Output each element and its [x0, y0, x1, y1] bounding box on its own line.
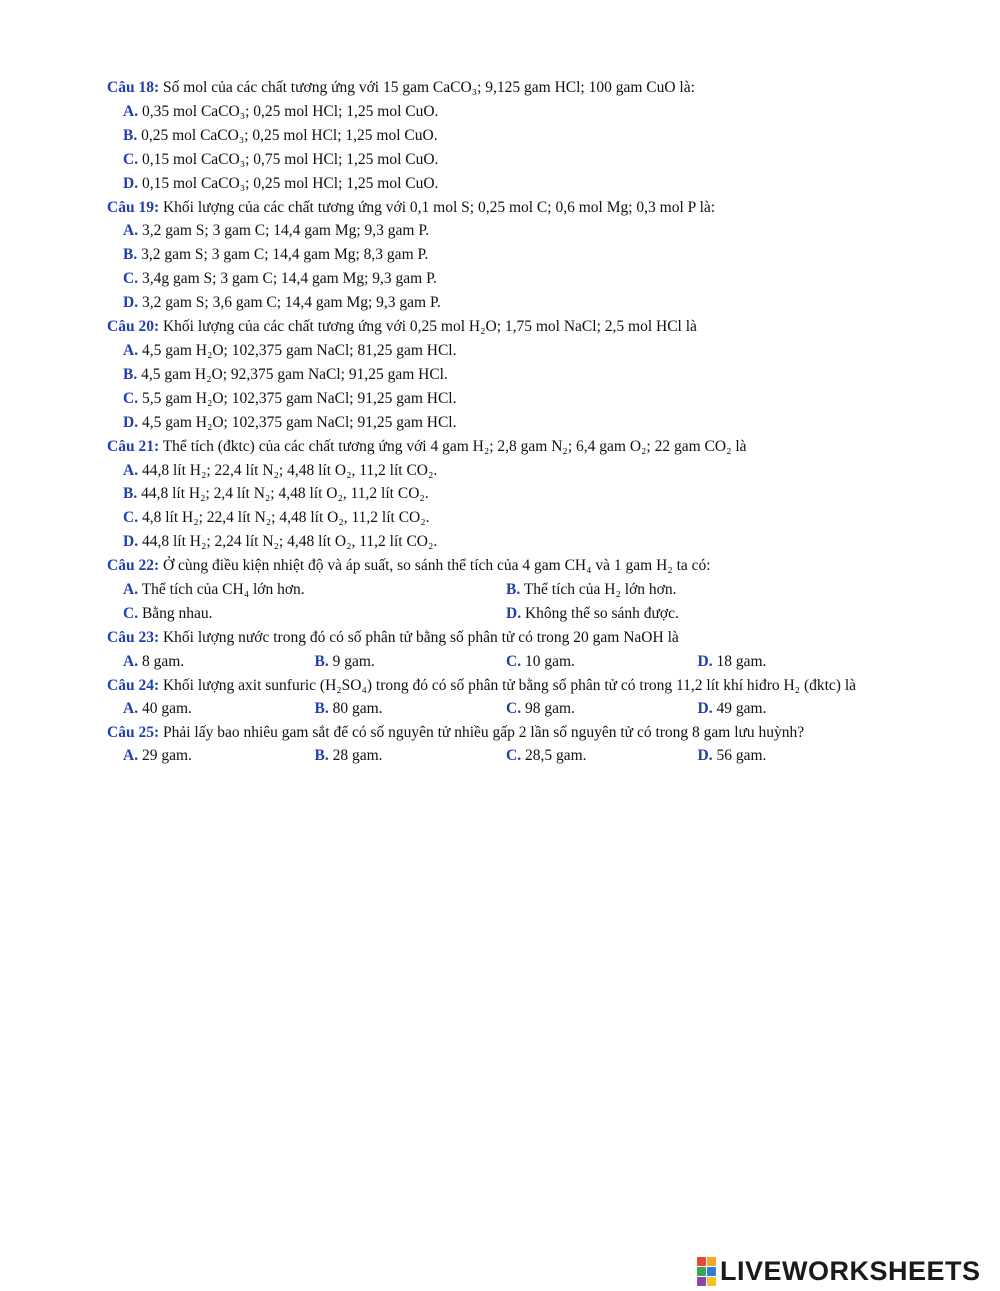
question-number: Câu 18: — [107, 79, 160, 96]
option-text: Không thể so sánh được. — [524, 604, 679, 622]
option-text: 10 gam. — [524, 652, 575, 670]
option-letter: B. — [123, 485, 138, 503]
liveworksheets-logo-icon — [697, 1257, 716, 1286]
option-letter: C. — [123, 270, 139, 288]
question — [107, 721, 897, 769]
answer-option[interactable] — [123, 602, 506, 626]
question-number: Câu 20: — [107, 318, 160, 336]
option-text: 4,5 gam H₂O; 102,375 gam NaCl; 91,25 gam HCl. — [141, 413, 457, 431]
question-text: Ở cùng điều kiện nhiệt độ và áp suất, so sánh thể tích của 4 gam CH₄ và 1 gam H₂ ta có: — [162, 557, 711, 575]
answer-options — [107, 100, 897, 196]
answer-option[interactable] — [315, 744, 507, 768]
answer-option[interactable] — [107, 267, 897, 291]
option-letter: A. — [123, 581, 139, 599]
option-text: Thể tích của CH₄ lớn hơn. — [141, 581, 305, 599]
liveworksheets-logo-text: LIVEWORKSHEETS — [720, 1255, 981, 1286]
liveworksheets-watermark — [697, 1253, 981, 1289]
question — [107, 554, 897, 626]
question-text: Khối lượng của các chất tương ứng với 0,25 mol H₂O; 1,75 mol NaCl; 2,5 mol HCl là — [162, 318, 697, 336]
option-letter: D. — [697, 652, 713, 670]
question-stem — [107, 721, 897, 745]
option-letter: C. — [123, 509, 139, 527]
option-text: Thể tích của H₂ lớn hơn. — [523, 581, 677, 599]
option-text: 4,8 lít H₂; 22,4 lít N₂; 4,48 lít O₂, 11,2 lít CO₂. — [141, 509, 430, 527]
option-letter: A. — [123, 652, 139, 670]
logo-tile — [707, 1257, 716, 1266]
option-letter: A. — [123, 102, 139, 120]
question-stem — [107, 554, 897, 578]
question-text: Khối lượng nước trong đó có số phân tử bằng số phân tử có trong 20 gam NaOH là — [162, 628, 679, 646]
option-text: 44,8 lít H₂; 2,4 lít N₂; 4,48 lít O₂, 11,2 lít CO₂. — [141, 485, 429, 503]
logo-tile — [707, 1277, 716, 1286]
answer-option[interactable] — [506, 697, 698, 721]
answer-option[interactable] — [698, 650, 890, 674]
question-number: Câu 19: — [107, 198, 160, 216]
answer-option[interactable] — [123, 744, 315, 768]
answer-option[interactable] — [107, 530, 897, 554]
question — [107, 435, 897, 555]
option-text: 3,2 gam S; 3,6 gam C; 14,4 gam Mg; 9,3 gam P. — [141, 294, 441, 312]
question-text: Khối lượng của các chất tương ứng với 0,1 mol S; 0,25 mol C; 0,6 mol Mg; 0,3 mol P là: — [162, 198, 716, 216]
answer-options — [107, 459, 897, 555]
answer-option[interactable] — [123, 650, 315, 674]
option-text: 8 gam. — [141, 652, 185, 670]
answer-option[interactable] — [107, 387, 897, 411]
question — [107, 674, 897, 721]
option-letter: B. — [123, 365, 138, 383]
option-text: 49 gam. — [716, 699, 767, 717]
option-letter: C. — [123, 604, 139, 622]
question-number: Câu 23: — [107, 628, 160, 646]
option-text: 0,15 mol CaCO₃; 0,75 mol HCl; 1,25 mol CuO. — [141, 150, 439, 168]
answer-option[interactable] — [107, 339, 897, 363]
question-number: Câu 24: — [107, 676, 160, 694]
option-letter: D. — [123, 174, 139, 192]
answer-option[interactable] — [123, 578, 506, 602]
option-letter: D. — [123, 413, 139, 431]
answer-options — [107, 697, 897, 721]
answer-option[interactable] — [107, 124, 897, 148]
option-letter: D. — [697, 699, 713, 717]
option-letter: D. — [506, 604, 522, 622]
answer-option[interactable] — [107, 243, 897, 267]
question-stem — [107, 315, 897, 339]
answer-option[interactable] — [107, 411, 897, 435]
logo-tile — [697, 1267, 706, 1276]
option-text: 0,15 mol CaCO₃; 0,25 mol HCl; 1,25 mol CuO. — [141, 174, 439, 192]
option-text: 44,8 lít H₂; 22,4 lít N₂; 4,48 lít O₂, 11,2 lít CO₂. — [141, 461, 438, 479]
answer-option[interactable] — [506, 744, 698, 768]
answer-option[interactable] — [107, 172, 897, 196]
answer-option[interactable] — [107, 506, 897, 530]
answer-option[interactable] — [123, 697, 315, 721]
answer-option[interactable] — [698, 697, 890, 721]
question — [107, 315, 897, 435]
option-text: 3,2 gam S; 3 gam C; 14,4 gam Mg; 9,3 gam P. — [141, 222, 430, 240]
answer-option[interactable] — [107, 459, 897, 483]
option-letter: B. — [314, 747, 329, 765]
answer-options — [107, 578, 897, 626]
question-text: Số mol của các chất tương ứng với 15 gam CaCO₃; 9,125 gam HCl; 100 gam CuO là: — [162, 79, 695, 96]
option-text: 80 gam. — [332, 699, 383, 717]
question-stem — [107, 196, 897, 220]
option-text: Bằng nhau. — [141, 604, 213, 622]
option-letter: C. — [123, 150, 139, 168]
answer-option[interactable] — [107, 363, 897, 387]
option-text: 40 gam. — [141, 699, 192, 717]
logo-tile — [697, 1277, 706, 1286]
answer-option[interactable] — [107, 148, 897, 172]
answer-option[interactable] — [107, 219, 897, 243]
option-letter: C. — [506, 747, 522, 765]
answer-options — [107, 744, 897, 768]
option-letter: A. — [123, 222, 139, 240]
option-text: 56 gam. — [716, 747, 767, 765]
answer-option[interactable] — [506, 650, 698, 674]
option-letter: A. — [123, 341, 139, 359]
answer-options — [107, 219, 897, 315]
question-text: Phải lấy bao nhiêu gam sắt để có số nguyên tử nhiều gấp 2 lần số nguyên tử có trong 8 gam lưu huỳnh? — [162, 723, 805, 741]
question-stem — [107, 435, 897, 459]
option-letter: D. — [123, 294, 139, 312]
option-letter: C. — [506, 699, 522, 717]
option-text: 0,35 mol CaCO₃; 0,25 mol HCl; 1,25 mol CuO. — [141, 102, 439, 120]
answer-option[interactable] — [506, 602, 889, 626]
logo-tile — [697, 1257, 706, 1266]
question-stem — [107, 76, 897, 100]
option-text: 28,5 gam. — [524, 747, 587, 765]
answer-option[interactable] — [315, 650, 507, 674]
question-number: Câu 22: — [107, 557, 160, 575]
option-letter: D. — [697, 747, 713, 765]
option-text: 98 gam. — [524, 699, 575, 717]
option-text: 0,25 mol CaCO₃; 0,25 mol HCl; 1,25 mol CuO. — [141, 126, 438, 144]
option-letter: A. — [123, 747, 139, 765]
answer-options — [107, 339, 897, 435]
worksheet-page — [107, 76, 897, 768]
option-letter: B. — [314, 652, 329, 670]
question-text: Thể tích (đktc) của các chất tương ứng với 4 gam H₂; 2,8 gam N₂; 6,4 gam O₂; 22 gam CO₂ là — [162, 437, 747, 455]
question — [107, 196, 897, 316]
question-stem — [107, 626, 897, 650]
option-text: 28 gam. — [332, 747, 383, 765]
answer-option[interactable] — [506, 578, 889, 602]
option-text: 9 gam. — [332, 652, 375, 670]
answer-option[interactable] — [107, 100, 897, 124]
answer-option[interactable] — [107, 291, 897, 315]
option-text: 4,5 gam H₂O; 92,375 gam NaCl; 91,25 gam HCl. — [141, 365, 448, 383]
option-letter: D. — [123, 533, 139, 551]
option-letter: B. — [506, 581, 521, 599]
question — [107, 626, 897, 674]
option-text: 29 gam. — [141, 747, 192, 765]
question-text: Khối lượng axit sunfuric (H₂SO₄) trong đó có số phân tử bằng số phân tử có trong 11,2 lít khí hiđro H₂ (đktc) là — [162, 676, 857, 694]
option-letter: B. — [123, 246, 138, 264]
option-text: 3,4g gam S; 3 gam C; 14,4 gam Mg; 9,3 gam P. — [141, 270, 437, 288]
answer-option[interactable] — [107, 482, 897, 506]
option-letter: B. — [314, 699, 329, 717]
option-letter: A. — [123, 461, 139, 479]
question-stem — [107, 674, 897, 697]
answer-options — [107, 650, 897, 674]
option-letter: B. — [123, 126, 138, 144]
option-letter: C. — [506, 652, 522, 670]
answer-option[interactable] — [315, 697, 507, 721]
option-text: 44,8 lít H₂; 2,24 lít N₂; 4,48 lít O₂, 11,2 lít CO₂. — [141, 533, 438, 551]
option-letter: C. — [123, 389, 139, 407]
option-text: 3,2 gam S; 3 gam C; 14,4 gam Mg; 8,3 gam P. — [141, 246, 429, 264]
option-letter: A. — [123, 699, 139, 717]
option-text: 5,5 gam H₂O; 102,375 gam NaCl; 91,25 gam HCl. — [141, 389, 457, 407]
question — [107, 76, 897, 196]
option-text: 18 gam. — [716, 652, 767, 670]
logo-tile — [707, 1267, 716, 1276]
answer-option[interactable] — [698, 744, 890, 768]
question-number: Câu 25: — [107, 723, 160, 741]
option-text: 4,5 gam H₂O; 102,375 gam NaCl; 81,25 gam HCl. — [141, 341, 457, 359]
question-number: Câu 21: — [107, 437, 160, 455]
